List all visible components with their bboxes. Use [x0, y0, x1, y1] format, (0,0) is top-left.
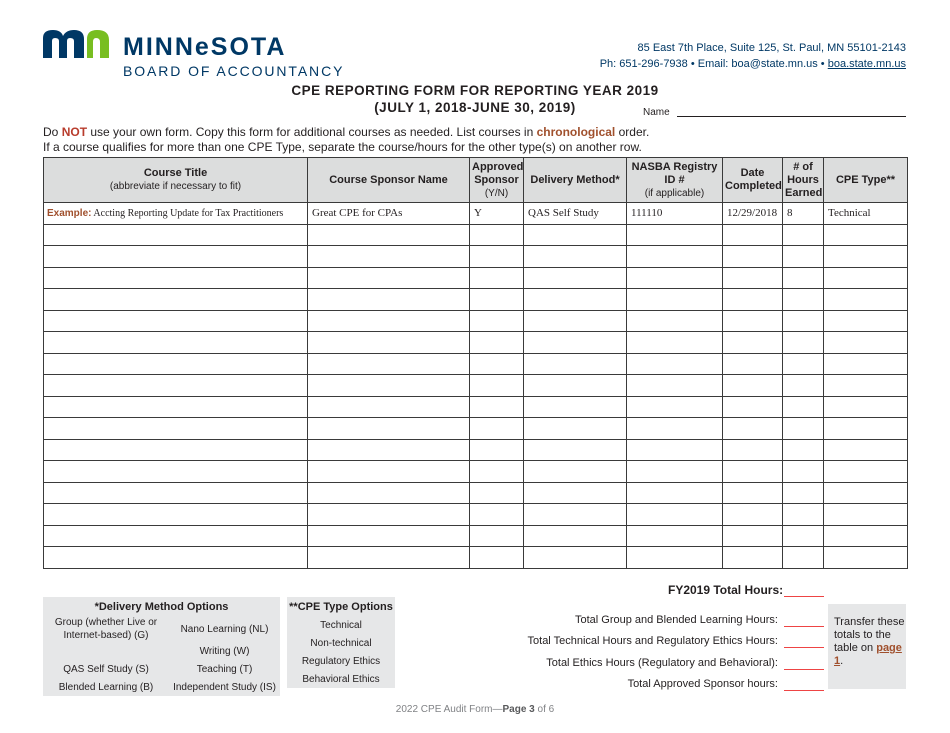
nasba-cell[interactable] [627, 482, 723, 504]
approved-cell[interactable] [470, 224, 524, 246]
approved-cell[interactable] [470, 246, 524, 268]
page-1-link[interactable]: page 1 [834, 642, 902, 667]
total-approved-field[interactable] [784, 690, 824, 691]
delivery-cell[interactable] [524, 525, 627, 547]
delivery-cell[interactable] [524, 375, 627, 397]
table-row [44, 547, 908, 569]
date-cell[interactable] [723, 396, 783, 418]
instr-text: Do [43, 125, 62, 139]
approved-cell[interactable] [470, 482, 524, 504]
col-course-title: Course Title (abbreviate if necessary to fit) [44, 158, 308, 203]
total-ethics-label: Total Ethics Hours (Regulatory and Behavioral): [546, 657, 778, 669]
transfer-note [828, 604, 906, 689]
hours-cell[interactable] [783, 396, 824, 418]
course-title-cell[interactable] [44, 439, 308, 461]
delivery-options-title: *Delivery Method Options [94, 600, 229, 613]
hours-cell[interactable] [783, 504, 824, 526]
instr-line2: If a course qualifies for more than one CPE Type, separate the course/hours for the other type(s) on another row. [43, 140, 642, 154]
table-row [44, 332, 908, 354]
date-cell[interactable] [723, 246, 783, 268]
course-title-cell[interactable] [44, 482, 308, 504]
delivery-qas: QAS Self Study (S) [63, 663, 149, 675]
course-title-cell[interactable] [44, 353, 308, 375]
approved-cell[interactable] [470, 504, 524, 526]
table-row [44, 504, 908, 526]
example-hours: 8 [783, 203, 824, 225]
org-subtitle: BOARD OF ACCOUNTANCY [123, 63, 345, 79]
delivery-cell[interactable] [524, 461, 627, 483]
instr-text: order. [615, 125, 650, 139]
type-cell[interactable] [824, 504, 908, 526]
col-hours: # of Hours Earned [783, 158, 824, 203]
delivery-cell[interactable] [524, 246, 627, 268]
sponsor-cell[interactable] [308, 504, 470, 526]
date-cell[interactable] [723, 547, 783, 569]
hours-cell[interactable] [783, 289, 824, 311]
delivery-writing-spacer [43, 642, 169, 660]
table-row [44, 310, 908, 332]
type-cell[interactable] [824, 418, 908, 440]
nasba-cell[interactable] [627, 547, 723, 569]
sponsor-cell[interactable] [308, 525, 470, 547]
table-row [44, 525, 908, 547]
approved-cell[interactable] [470, 310, 524, 332]
type-cell[interactable] [824, 439, 908, 461]
total-group-label: Total Group and Blended Learning Hours: [574, 614, 778, 626]
hours-cell[interactable] [783, 461, 824, 483]
fy-total-label: FY2019 Total Hours: [668, 583, 784, 597]
course-title-cell[interactable] [44, 504, 308, 526]
sponsor-cell[interactable] [308, 310, 470, 332]
approved-cell[interactable] [470, 461, 524, 483]
sponsor-cell[interactable] [308, 375, 470, 397]
phone-email: Ph: 651-296-7938 • Email: boa@state.mn.us • [599, 58, 825, 70]
total-group-field[interactable] [784, 626, 824, 627]
type-cell[interactable] [824, 310, 908, 332]
type-cell[interactable] [824, 224, 908, 246]
nasba-cell[interactable] [627, 246, 723, 268]
nasba-cell[interactable] [627, 224, 723, 246]
col-date: Date Completed [723, 158, 783, 203]
sponsor-cell[interactable] [308, 353, 470, 375]
nasba-cell[interactable] [627, 396, 723, 418]
minnesota-logo [43, 30, 343, 78]
table-row [44, 461, 908, 483]
approved-cell[interactable] [470, 396, 524, 418]
date-cell[interactable] [723, 289, 783, 311]
hours-cell[interactable] [783, 482, 824, 504]
type-option: Technical [320, 619, 362, 631]
example-delivery: QAS Self Study [524, 203, 627, 225]
delivery-nano: Nano Learning (NL) [180, 623, 269, 635]
total-ethics-field[interactable] [784, 669, 824, 670]
type-option: Regulatory Ethics [301, 655, 381, 667]
nasba-cell[interactable] [627, 310, 723, 332]
type-option: Non-technical [310, 637, 372, 649]
date-cell[interactable] [723, 461, 783, 483]
table-row [44, 289, 908, 311]
example-type: Technical [824, 203, 908, 225]
nasba-cell[interactable] [627, 525, 723, 547]
form-period: (JULY 1, 2018-JUNE 30, 2019) [374, 100, 576, 115]
sponsor-cell[interactable] [308, 224, 470, 246]
date-cell[interactable] [723, 267, 783, 289]
course-title-cell[interactable] [44, 525, 308, 547]
delivery-cell[interactable] [524, 224, 627, 246]
sponsor-cell[interactable] [308, 547, 470, 569]
delivery-writing: Writing (W) [199, 645, 250, 657]
course-title-cell[interactable] [44, 396, 308, 418]
hours-cell[interactable] [783, 375, 824, 397]
instr-chronological: chronological [536, 125, 616, 139]
date-cell[interactable] [723, 310, 783, 332]
approved-cell[interactable] [470, 267, 524, 289]
course-title-cell[interactable] [44, 375, 308, 397]
delivery-options [43, 597, 280, 696]
nasba-cell[interactable] [627, 461, 723, 483]
delivery-independent: Independent Study (IS) [173, 681, 276, 693]
hours-cell[interactable] [783, 439, 824, 461]
delivery-cell[interactable] [524, 482, 627, 504]
delivery-cell[interactable] [524, 310, 627, 332]
delivery-cell[interactable] [524, 289, 627, 311]
hours-cell[interactable] [783, 525, 824, 547]
sponsor-cell[interactable] [308, 332, 470, 354]
transfer-text: Transfer these totals to the table on [834, 616, 905, 654]
total-approved-label: Total Approved Sponsor hours: [627, 678, 778, 690]
sponsor-cell[interactable] [308, 396, 470, 418]
delivery-cell[interactable] [524, 267, 627, 289]
col-type: CPE Type** [824, 158, 908, 203]
approved-cell[interactable] [470, 353, 524, 375]
approved-cell[interactable] [470, 332, 524, 354]
course-title-cell[interactable] [44, 547, 308, 569]
nasba-cell[interactable] [627, 439, 723, 461]
delivery-cell[interactable] [524, 418, 627, 440]
table-row [44, 246, 908, 268]
delivery-cell[interactable] [524, 396, 627, 418]
nasba-cell[interactable] [627, 418, 723, 440]
type-cell[interactable] [824, 375, 908, 397]
nasba-cell[interactable] [627, 504, 723, 526]
sponsor-cell[interactable] [308, 267, 470, 289]
transfer-end: . [840, 655, 844, 667]
delivery-teaching: Teaching (T) [196, 663, 253, 675]
total-technical-field[interactable] [784, 647, 824, 648]
instr-text: use your own form. Copy this form for additional courses as needed. List courses in [87, 125, 537, 139]
date-cell[interactable] [723, 353, 783, 375]
nasba-cell[interactable] [627, 267, 723, 289]
type-cell[interactable] [824, 482, 908, 504]
org-name: MINNeSOTA [123, 33, 287, 61]
course-title-cell[interactable] [44, 418, 308, 440]
delivery-cell[interactable] [524, 504, 627, 526]
sponsor-cell[interactable] [308, 246, 470, 268]
approved-cell[interactable] [470, 375, 524, 397]
date-cell[interactable] [723, 525, 783, 547]
type-cell[interactable] [824, 547, 908, 569]
example-sponsor: Great CPE for CPAs [308, 203, 470, 225]
col-delivery: Delivery Method* [524, 158, 627, 203]
total-technical-label: Total Technical Hours and Regulatory Ethics Hours: [527, 635, 778, 647]
col-sponsor: Course Sponsor Name [308, 158, 470, 203]
name-field[interactable] [677, 116, 906, 117]
date-cell[interactable] [723, 332, 783, 354]
hours-cell[interactable] [783, 547, 824, 569]
delivery-cell[interactable] [524, 439, 627, 461]
website-link[interactable]: boa.state.mn.us [827, 58, 906, 70]
nasba-cell[interactable] [627, 332, 723, 354]
footer-suffix: of 6 [534, 704, 555, 715]
delivery-cell[interactable] [524, 353, 627, 375]
nasba-cell[interactable] [627, 375, 723, 397]
delivery-blended: Blended Learning (B) [58, 681, 154, 693]
type-cell[interactable] [824, 246, 908, 268]
course-title-cell[interactable] [44, 310, 308, 332]
cpe-type-options-title: **CPE Type Options [289, 600, 393, 613]
course-title-cell[interactable] [44, 224, 308, 246]
footer-prefix: 2022 CPE Audit Form— [395, 704, 503, 715]
date-cell[interactable] [723, 439, 783, 461]
delivery-group: Group (whether Live or Internet-based) (G) [54, 617, 158, 641]
instr-not: NOT [61, 125, 88, 139]
minnesota-mark-icon [43, 30, 109, 58]
approved-cell[interactable] [470, 525, 524, 547]
nasba-cell[interactable] [627, 289, 723, 311]
contact-info [600, 40, 906, 72]
page-footer [0, 704, 950, 715]
hours-cell[interactable] [783, 310, 824, 332]
example-row [44, 203, 908, 225]
table-row [44, 224, 908, 246]
hours-cell[interactable] [783, 418, 824, 440]
sponsor-cell[interactable] [308, 439, 470, 461]
course-title-cell[interactable] [44, 246, 308, 268]
course-title-cell[interactable] [44, 332, 308, 354]
footer-page: Page 3 [502, 704, 535, 715]
date-cell[interactable] [723, 224, 783, 246]
form-title: CPE REPORTING FORM FOR REPORTING YEAR 2019 [291, 83, 659, 98]
type-cell[interactable] [824, 525, 908, 547]
date-cell[interactable] [723, 482, 783, 504]
type-cell[interactable] [824, 332, 908, 354]
sponsor-cell[interactable] [308, 289, 470, 311]
type-cell[interactable] [824, 289, 908, 311]
col-nasba: NASBA Registry ID # (if applicable) [627, 158, 723, 203]
example-date: 12/29/2018 [723, 203, 783, 225]
table-row [44, 353, 908, 375]
approved-cell[interactable] [470, 289, 524, 311]
delivery-cell[interactable] [524, 332, 627, 354]
nasba-cell[interactable] [627, 353, 723, 375]
address: 85 East 7th Place, Suite 125, St. Paul, MN 55101-2143 [637, 42, 906, 54]
type-cell[interactable] [824, 353, 908, 375]
instructions [43, 125, 649, 155]
col-approved: Approved Sponsor (Y/N) [470, 158, 524, 203]
example-approved: Y [470, 203, 524, 225]
type-cell[interactable] [824, 396, 908, 418]
sponsor-cell[interactable] [308, 461, 470, 483]
course-title-cell[interactable] [44, 267, 308, 289]
hours-cell[interactable] [783, 267, 824, 289]
table-row [44, 396, 908, 418]
hours-cell[interactable] [783, 246, 824, 268]
date-cell[interactable] [723, 418, 783, 440]
table-row [44, 375, 908, 397]
cpe-table [43, 157, 908, 569]
name-label: Name [643, 107, 670, 118]
type-cell[interactable] [824, 267, 908, 289]
type-option: Behavioral Ethics [302, 673, 380, 685]
table-row [44, 482, 908, 504]
table-row [44, 439, 908, 461]
fy-total-field[interactable] [784, 596, 824, 597]
approved-cell[interactable] [470, 418, 524, 440]
example-nasba: 111110 [627, 203, 723, 225]
hours-cell[interactable] [783, 353, 824, 375]
approved-cell[interactable] [470, 439, 524, 461]
date-cell[interactable] [723, 375, 783, 397]
table-row [44, 267, 908, 289]
cpe-type-options [287, 597, 395, 688]
hours-cell[interactable] [783, 332, 824, 354]
approved-cell[interactable] [470, 547, 524, 569]
course-title-cell[interactable] [44, 289, 308, 311]
sponsor-cell[interactable] [308, 482, 470, 504]
course-title-cell[interactable] [44, 461, 308, 483]
sponsor-cell[interactable] [308, 418, 470, 440]
type-cell[interactable] [824, 461, 908, 483]
table-row [44, 418, 908, 440]
example-course: Example: Accting Reporting Update for Tax Practitioners [44, 203, 308, 225]
date-cell[interactable] [723, 504, 783, 526]
delivery-cell[interactable] [524, 547, 627, 569]
hours-cell[interactable] [783, 224, 824, 246]
